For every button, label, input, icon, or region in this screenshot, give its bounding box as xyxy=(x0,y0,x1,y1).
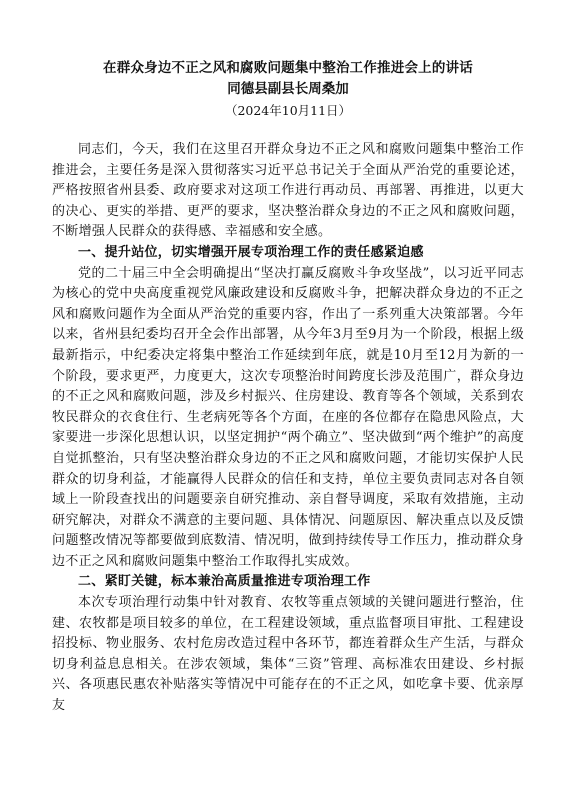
speaker-line: 同德县副县长周桑加 xyxy=(227,81,349,97)
date-line: （2024年10月11日） xyxy=(224,103,352,118)
document-body xyxy=(52,140,524,717)
document-title: 在群众身边不正之风和腐败问题集中整治工作推进会上的讲话 xyxy=(103,60,473,76)
section-heading-2: 二、紧盯关键，标本兼治高质量推进专项治理工作 xyxy=(78,574,371,590)
paragraph-opening: 同志们，今天，我们在这里召开群众身边不正之风和腐败问题集中整治工作推进会，主要任务是深入贯彻落实习近平总书记关于全面从严治党的重要论述，严格按照省州县委、政府要求对这项工作进行再动员、再部署、再推进，以更大的决心、更实的举措、更严的要求，坚决整治群众身边的不正之风和腐败问题，不断增强人民群众的获得感、幸福感和安全感。 xyxy=(52,142,524,240)
section-heading-1: 一、提升站位，切实增强开展专项治理工作的责任感紧迫感 xyxy=(78,244,424,260)
paragraph-section-2: 本次专项治理行动集中针对教育、农牧等重点领域的关键问题进行整治，住建、农牧都是项目较多的单位，在工程建设领域，重点监督项目审批、工程建设招投标、物业服务、农村危房改造过程中各环节，都连着群众生产生活，与群众切身利益息息相关。在涉农领域，集体“三资”管理、高标准农田建设、乡村振兴、各项惠民惠农补贴落实等情况中可能存在的不正之风，如吃拿卡要、优亲厚友 xyxy=(52,595,524,714)
title-block xyxy=(52,58,524,121)
paragraph-section-1: 党的二十届三中全会明确提出“坚决打赢反腐败斗争攻坚战”，以习近平同志为核心的党中央高度重视党风廉政建设和反腐败斗争，把解决群众身边的不正之风和腐败问题作为全面从严治党的重要内容，作出了一系列重大决策部署。今年以来，省州县纪委均召开全会作出部署，从今年3月至9月为一个阶段，根据上级最新指示，中纪委决定将集中整治工作延续到年底，就是10月至12月为新的一个阶段，要求更严，力度更大，这次专项整治时间跨度长涉及范围广，群众身边的不正之风和腐败问题，涉及乡村振兴、住房建设、教育等各个领域，关系到农牧民群众的衣食住行、生老病死等各个方面，在座的各位都存在隐患风险点，大家要进一步深化思想认识，以坚定拥护“两个确立”、坚决做到“两个维护”的高度自觉抓整治，只有坚决整治群众身边的不正之风和腐败问题，才能切实保护人民群众的切身利益，才能赢得人民群众的信任和支持，单位主要负责同志对各自领域上一阶段查找出的问题要亲自研究推动、亲自督导调度，采取有效措施，主动研究解决，对群众不满意的主要问题、具体情况、问题原因、解决重点以及反馈问题整改情况等都要做到底数清、情况明，做到持续传导工作压力，推动群众身边不正之风和腐败问题集中整治工作取得扎实成效。 xyxy=(52,265,524,569)
